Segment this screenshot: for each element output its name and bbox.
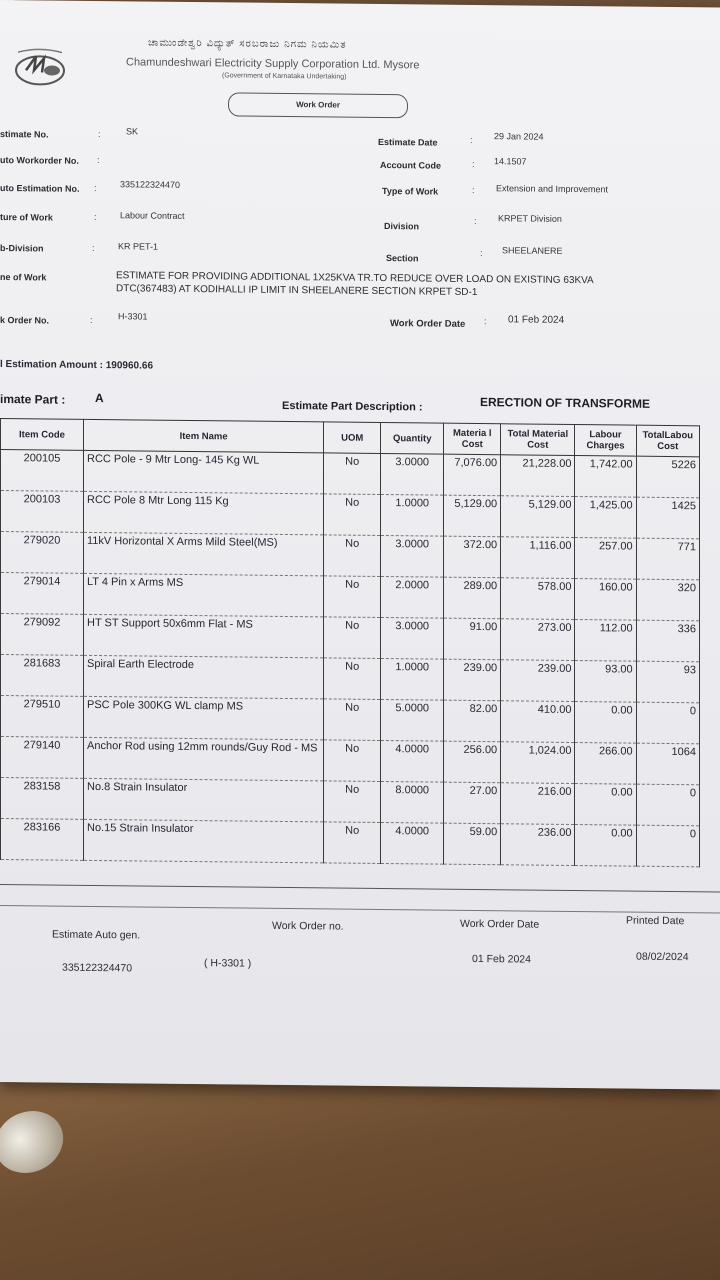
- uom-cell: No: [324, 535, 381, 577]
- total-labour-cost-cell: 5226: [636, 456, 699, 498]
- quantity-cell: 3.0000: [381, 453, 444, 495]
- table-row: [1, 819, 700, 867]
- work-order-date-label: Work Order Date: [390, 318, 466, 330]
- org-name-kannada: ಚಾಮುಂಡೇಶ್ವರಿ ವಿದ್ಯುತ್ ಸರಬರಾಜು ನಿಗಮ ನಿಯಮಿತ: [148, 37, 347, 51]
- total-material-cost-cell: 1,116.00: [501, 537, 575, 579]
- table-row: [1, 532, 700, 580]
- colon: :: [97, 155, 100, 166]
- colon: :: [484, 316, 487, 327]
- total-material-cost-cell: 1,024.00: [501, 742, 575, 784]
- total-material-cost-cell: 410.00: [501, 701, 575, 743]
- total-material-cost-cell: 578.00: [501, 578, 575, 620]
- total-labour-cost-cell: 320: [636, 579, 699, 621]
- total-labour-cost-cell: 1425: [636, 497, 699, 539]
- total-labour-cost-cell: 771: [636, 538, 699, 580]
- labour-charges-cell: 257.00: [575, 538, 636, 580]
- header-total-material-cost: Total Material Cost: [501, 424, 575, 456]
- colon: :: [94, 211, 97, 223]
- work-order-date-value: 01 Feb 2024: [508, 314, 565, 326]
- uom-cell: No: [324, 576, 381, 618]
- table-row: [1, 450, 700, 498]
- printed-date-label: Printed Date: [626, 914, 685, 928]
- sub-division-label: b-Division: [0, 243, 44, 254]
- division-label: Division: [384, 221, 420, 232]
- quantity-cell: 1.0000: [381, 494, 444, 536]
- account-code-value: 14.1507: [494, 156, 527, 167]
- material-cost-cell: 5,129.00: [444, 495, 501, 537]
- item-code-cell: 283158: [1, 778, 84, 820]
- name-of-work-label: ne of Work: [0, 272, 47, 283]
- item-code-cell: 200105: [1, 450, 84, 492]
- org-subtitle: (Government of Karnataka Undertaking): [222, 72, 347, 81]
- labour-charges-cell: 112.00: [575, 620, 636, 662]
- item-code-cell: 281683: [1, 655, 84, 697]
- colon: :: [92, 242, 95, 253]
- labour-charges-cell: 266.00: [575, 743, 636, 785]
- quantity-cell: 5.0000: [381, 699, 444, 741]
- org-name: Chamundeshwari Electricity Supply Corporation Ltd. Mysore: [126, 56, 420, 72]
- estimation-amount: l Estimation Amount : 190960.66: [0, 359, 154, 372]
- items-table: [0, 418, 700, 867]
- part-description-label: Estimate Part Description :: [282, 399, 423, 414]
- item-name-cell: HT ST Support 50x6mm Flat - MS: [84, 614, 324, 658]
- item-name-cell: No.8 Strain Insulator: [84, 778, 324, 822]
- material-cost-cell: 82.00: [444, 700, 501, 742]
- total-material-cost-cell: 216.00: [501, 783, 575, 825]
- work-order-no-label: k Order No.: [0, 315, 50, 326]
- table-row: [1, 655, 700, 703]
- uom-cell: No: [324, 453, 381, 495]
- cesc-logo-icon: [12, 48, 68, 89]
- item-name-cell: PSC Pole 300KG WL clamp MS: [84, 696, 324, 740]
- table-row: [1, 491, 700, 539]
- colon: :: [480, 248, 483, 259]
- labour-charges-cell: 1,425.00: [575, 497, 636, 539]
- type-of-work-value: Extension and Improvement: [496, 183, 609, 195]
- material-cost-cell: 289.00: [444, 577, 501, 619]
- item-name-cell: Spiral Earth Electrode: [84, 655, 324, 699]
- material-cost-cell: 7,076.00: [444, 454, 501, 496]
- total-labour-cost-cell: 1064: [636, 743, 699, 785]
- material-cost-cell: 239.00: [444, 659, 501, 701]
- uom-cell: No: [324, 658, 381, 700]
- total-labour-cost-cell: 93: [636, 661, 699, 703]
- estimate-auto-value: 335122324470: [62, 961, 133, 975]
- labour-charges-cell: 0.00: [575, 784, 636, 826]
- nature-of-work-value: Labour Contract: [120, 210, 185, 221]
- doc-title: Work Order: [228, 92, 408, 118]
- estimate-no-label: stimate No.: [0, 129, 49, 140]
- labour-charges-cell: 160.00: [575, 579, 636, 621]
- quantity-cell: 3.0000: [381, 617, 444, 659]
- footer-work-order-date-value: 01 Feb 2024: [472, 952, 531, 966]
- item-code-cell: 279020: [1, 532, 84, 574]
- estimate-date-label: Estimate Date: [378, 136, 438, 148]
- estimate-date-value: 29 Jan 2024: [494, 131, 544, 142]
- footer-work-order-no-label: Work Order no.: [272, 919, 344, 933]
- colon: :: [94, 182, 97, 194]
- header-quantity: Quantity: [381, 422, 444, 454]
- quantity-cell: 1.0000: [381, 658, 444, 700]
- total-material-cost-cell: 239.00: [501, 660, 575, 702]
- footer-work-order-no-value: ( H-3301 ): [204, 957, 252, 970]
- header-material-cost: Materia l Cost: [444, 423, 501, 455]
- printed-date-value: 08/02/2024: [636, 950, 689, 964]
- labour-charges-cell: 1,742.00: [575, 456, 636, 498]
- colon: :: [474, 215, 477, 226]
- estimate-auto-label: Estimate Auto gen.: [52, 928, 141, 942]
- total-material-cost-cell: 236.00: [501, 824, 575, 866]
- quantity-cell: 3.0000: [381, 535, 444, 577]
- auto-estimation-value: 335122324470: [120, 179, 181, 190]
- total-labour-cost-cell: 336: [636, 620, 699, 662]
- section-label: Section: [386, 253, 419, 264]
- item-name-cell: RCC Pole 8 Mtr Long 115 Kg: [84, 491, 324, 535]
- colon: :: [472, 184, 475, 195]
- item-code-cell: 200103: [1, 491, 84, 533]
- colon: :: [472, 158, 475, 169]
- auto-estimation-label: uto Estimation No.: [0, 183, 80, 194]
- header-labour-charges: Labour Charges: [575, 425, 636, 457]
- footer-divider: [0, 905, 720, 914]
- total-labour-cost-cell: 0: [636, 784, 699, 826]
- item-code-cell: 279510: [1, 696, 84, 738]
- header-uom: UOM: [324, 422, 381, 454]
- auto-workorder-label: uto Workorder No.: [0, 155, 79, 166]
- item-name-cell: RCC Pole - 9 Mtr Long- 145 Kg WL: [84, 450, 324, 494]
- type-of-work-label: Type of Work: [382, 186, 439, 197]
- table-row: [1, 573, 700, 621]
- material-cost-cell: 91.00: [444, 618, 501, 660]
- uom-cell: No: [324, 781, 381, 823]
- table-row: [1, 778, 700, 826]
- section-value: SHEELANERE: [502, 245, 563, 256]
- estimate-part-label: imate Part :: [0, 392, 66, 407]
- footer-work-order-date-label: Work Order Date: [460, 917, 540, 931]
- total-material-cost-cell: 21,228.00: [501, 455, 575, 497]
- table-row: [1, 614, 700, 662]
- uom-cell: No: [324, 494, 381, 536]
- uom-cell: No: [324, 617, 381, 659]
- uom-cell: No: [324, 822, 381, 864]
- uom-cell: No: [324, 699, 381, 741]
- material-cost-cell: 59.00: [444, 823, 501, 865]
- material-cost-cell: 256.00: [444, 741, 501, 783]
- labour-charges-cell: 0.00: [575, 825, 636, 867]
- work-order-no-value: H-3301: [118, 311, 148, 322]
- quantity-cell: 8.0000: [381, 781, 444, 823]
- item-name-cell: LT 4 Pin x Arms MS: [84, 573, 324, 617]
- sub-division-value: KR PET-1: [118, 241, 159, 252]
- header-total-labour-cost: TotalLabou Cost: [636, 425, 699, 457]
- item-code-cell: 283166: [1, 819, 84, 861]
- quantity-cell: 4.0000: [381, 822, 444, 864]
- total-labour-cost-cell: 0: [636, 825, 699, 867]
- colon: :: [470, 134, 473, 145]
- table-row: [1, 696, 700, 744]
- item-name-cell: No.15 Strain Insulator: [84, 819, 324, 863]
- item-code-cell: 279092: [1, 614, 84, 656]
- estimate-part-value: A: [95, 390, 104, 406]
- labour-charges-cell: 0.00: [575, 702, 636, 744]
- nature-of-work-label: ture of Work: [0, 212, 53, 223]
- footer-divider: [0, 884, 720, 893]
- item-code-cell: 279140: [1, 737, 84, 779]
- colon: :: [98, 129, 101, 140]
- item-code-cell: 279014: [1, 573, 84, 615]
- quantity-cell: 4.0000: [381, 740, 444, 782]
- part-description-value: ERECTION OF TRANSFORME: [480, 395, 650, 411]
- total-labour-cost-cell: 0: [636, 702, 699, 744]
- total-material-cost-cell: 273.00: [501, 619, 575, 661]
- table-row: [1, 737, 700, 785]
- colon: :: [90, 314, 93, 325]
- material-cost-cell: 27.00: [444, 782, 501, 824]
- account-code-label: Account Code: [380, 159, 442, 171]
- material-cost-cell: 372.00: [444, 536, 501, 578]
- uom-cell: No: [324, 740, 381, 782]
- header-item-code: Item Code: [1, 419, 84, 451]
- division-value: KRPET Division: [498, 213, 562, 224]
- header-item-name: Item Name: [84, 419, 324, 453]
- name-of-work-value: ESTIMATE FOR PROVIDING ADDITIONAL 1X25KVA TR.TO REDUCE OVER LOAD ON EXISTING 63KVA DTC(367483) AT KODIHALLI IP LIMIT IN SHEELANERE SECTION KRPET SD-1: [116, 270, 594, 298]
- item-name-cell: Anchor Rod using 12mm rounds/Guy Rod - MS: [84, 737, 324, 781]
- labour-charges-cell: 93.00: [575, 661, 636, 703]
- item-name-cell: 11kV Horizontal X Arms Mild Steel(MS): [84, 532, 324, 576]
- total-material-cost-cell: 5,129.00: [501, 496, 575, 538]
- quantity-cell: 2.0000: [381, 576, 444, 618]
- estimate-no-value: SK: [126, 126, 139, 137]
